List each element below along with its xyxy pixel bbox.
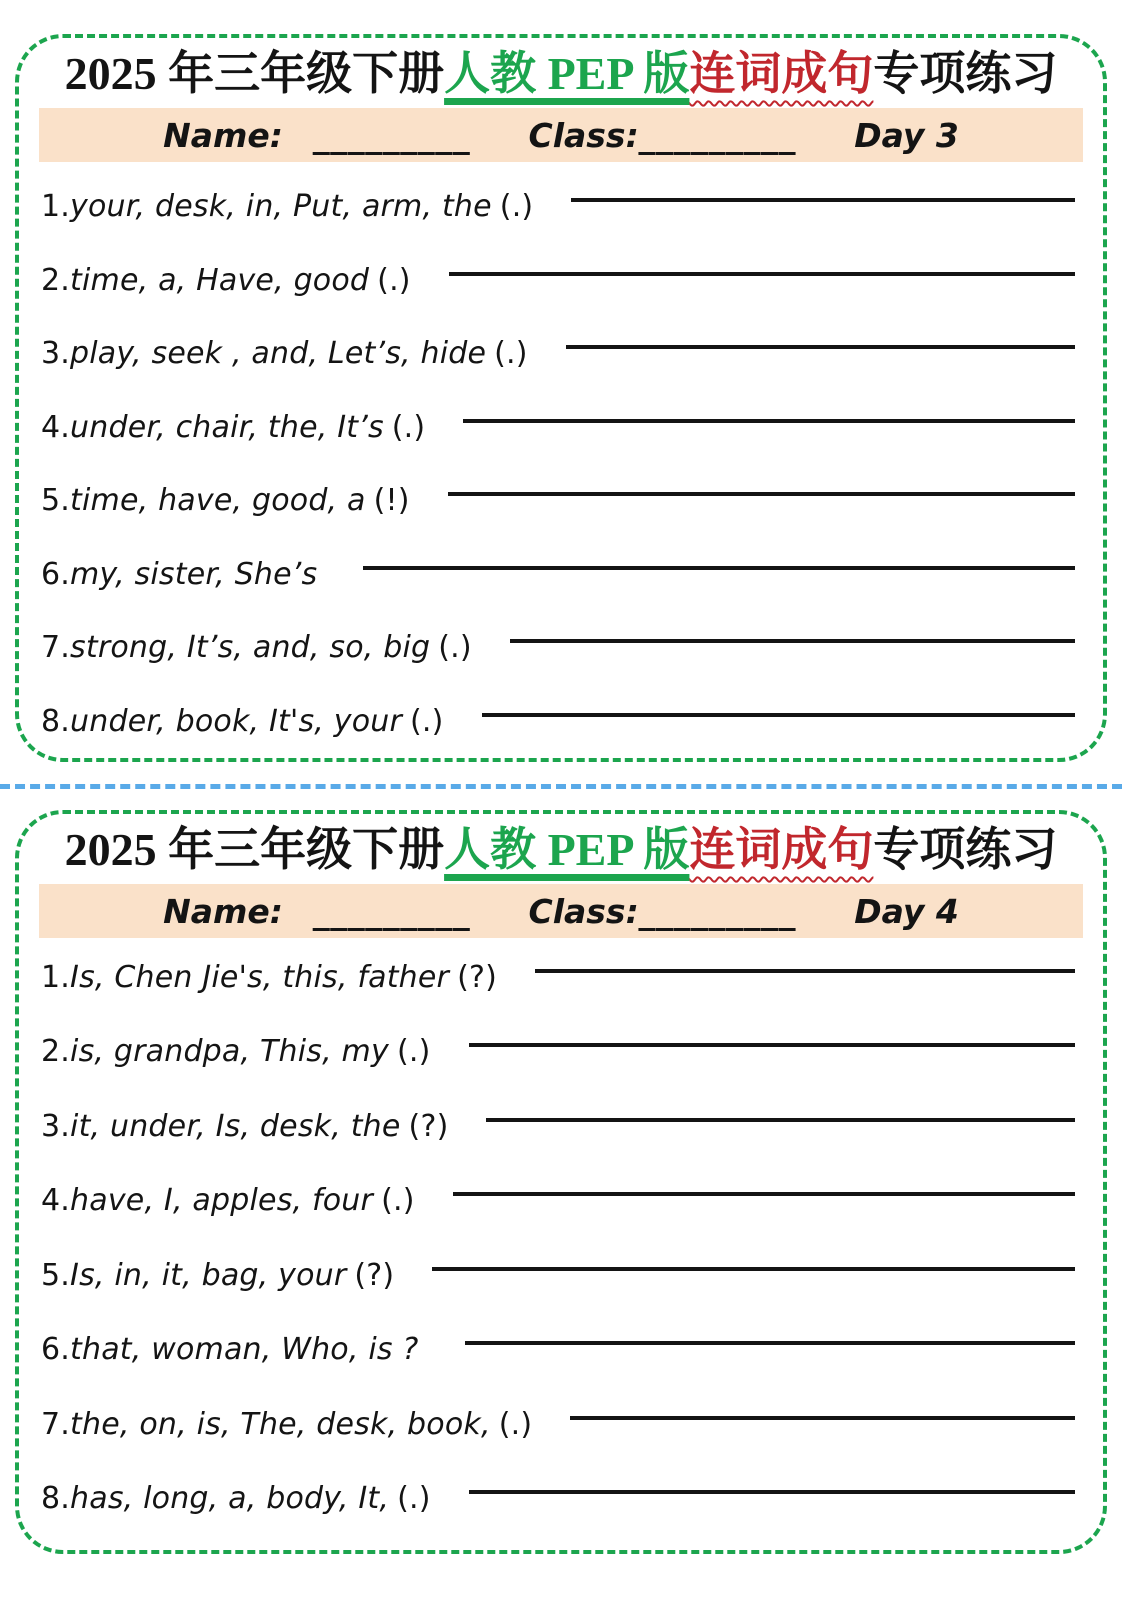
title-topic-part: 连词成句 <box>689 48 874 99</box>
answer-line[interactable] <box>510 639 1075 643</box>
item-punct: (.) <box>494 336 528 372</box>
class-blank-line[interactable]: _________ <box>638 115 797 155</box>
exercise-row <box>41 611 1075 685</box>
item-punct: (?) <box>457 959 498 995</box>
exercise-row <box>41 1313 1075 1388</box>
answer-line[interactable] <box>566 345 1075 349</box>
item-words: time, a, Have, good <box>70 262 370 298</box>
section-divider <box>0 784 1122 789</box>
title-grade-part: 2025 年三年级下册 <box>64 824 445 875</box>
item-words: play, seek , and, Let’s, hide <box>70 336 487 372</box>
answer-line[interactable] <box>363 566 1075 570</box>
name-blank-line[interactable]: _________ <box>312 115 471 155</box>
item-punct: (.) <box>377 262 411 298</box>
title-topic-part: 连词成句 <box>689 824 874 875</box>
exercise-prompt <box>41 1332 427 1367</box>
answer-line[interactable] <box>453 1192 1075 1196</box>
exercise-row <box>41 1387 1075 1462</box>
worksheet-title <box>19 48 1103 100</box>
answer-line[interactable] <box>463 419 1075 423</box>
title-edition-part: 人教 PEP 版 <box>444 48 690 99</box>
class-blank-line[interactable]: _________ <box>638 891 797 931</box>
title-grade-part: 2025 年三年级下册 <box>64 48 445 99</box>
exercise-prompt <box>41 336 528 371</box>
answer-line[interactable] <box>465 1341 1075 1345</box>
exercise-row <box>41 244 1075 318</box>
answer-line[interactable] <box>571 198 1075 202</box>
item-punct: (.) <box>391 409 426 445</box>
student-info-band <box>39 884 1083 938</box>
item-words: it, under, Is, desk, the <box>70 1108 401 1144</box>
item-punct: (.) <box>438 630 472 666</box>
item-words: strong, It’s, and, so, big <box>70 630 431 666</box>
item-punct: (.) <box>499 189 534 225</box>
day-label: Day 4 <box>854 891 959 931</box>
item-words: has, long, a, body, It, <box>70 1481 390 1517</box>
answer-line[interactable] <box>482 713 1075 717</box>
item-punct: (.) <box>498 1406 533 1442</box>
exercise-prompt <box>41 1034 431 1069</box>
name-label: Name: <box>163 891 283 931</box>
item-number: 8. <box>41 703 71 739</box>
day-label: Day 3 <box>854 115 959 155</box>
item-punct: (!) <box>373 483 410 519</box>
answer-line[interactable] <box>448 492 1075 496</box>
item-punct: (?) <box>408 1108 449 1144</box>
exercise-prompt <box>41 410 425 445</box>
exercise-row <box>41 1238 1075 1313</box>
item-number: 6. <box>41 556 71 592</box>
name-field <box>163 116 470 155</box>
exercise-prompt <box>41 1109 448 1144</box>
exercise-prompt <box>41 704 444 739</box>
exercise-prompt <box>41 960 497 995</box>
exercise-prompt <box>41 483 410 518</box>
item-number: 2. <box>41 1034 71 1070</box>
item-number: 8. <box>41 1481 71 1517</box>
item-words: my, sister, She’s <box>70 556 318 592</box>
item-punct: (.) <box>410 703 444 739</box>
page <box>0 34 1122 1621</box>
exercise-row <box>41 1089 1075 1164</box>
exercise-prompt <box>41 189 533 224</box>
exercise-prompt <box>41 1258 394 1293</box>
name-label: Name: <box>163 115 283 155</box>
item-punct: (?) <box>354 1257 395 1293</box>
item-number: 6. <box>41 1332 71 1368</box>
answer-line[interactable] <box>570 1416 1075 1420</box>
title-edition-part: 人教 PEP 版 <box>444 824 690 875</box>
item-number: 1. <box>41 959 71 995</box>
name-blank-line[interactable]: _________ <box>312 891 471 931</box>
item-words: Is, in, it, bag, your <box>70 1257 347 1293</box>
exercise-prompt <box>41 263 411 298</box>
answer-line[interactable] <box>486 1118 1075 1122</box>
item-words: Is, Chen Jie's, this, father <box>70 959 450 995</box>
item-words: have, I, apples, four <box>70 1183 374 1219</box>
title-practice-part: 专项练习 <box>873 824 1058 875</box>
item-number: 3. <box>41 1108 71 1144</box>
item-number: 2. <box>41 262 71 298</box>
class-field <box>528 892 796 931</box>
item-words: your, desk, in, Put, arm, the <box>70 189 492 225</box>
item-words: the, on, is, The, desk, book, <box>70 1406 491 1442</box>
exercise-prompt <box>41 1407 532 1442</box>
item-number: 3. <box>41 336 71 372</box>
answer-line[interactable] <box>432 1267 1075 1271</box>
exercise-row <box>41 685 1075 759</box>
exercise-row <box>41 538 1075 612</box>
item-number: 5. <box>41 483 71 519</box>
exercise-prompt <box>41 1183 415 1218</box>
worksheet-title <box>19 824 1103 876</box>
exercise-prompt <box>41 630 472 665</box>
exercise-list <box>19 938 1103 1536</box>
class-label: Class: <box>528 891 639 931</box>
item-words: that, woman, Who, is ? <box>70 1332 419 1368</box>
title-practice-part: 专项练习 <box>873 48 1058 99</box>
item-punct: (.) <box>397 1481 431 1517</box>
item-number: 7. <box>41 630 71 666</box>
class-label: Class: <box>528 115 639 155</box>
item-number: 4. <box>41 1183 71 1219</box>
item-punct: (.) <box>381 1183 415 1219</box>
exercise-prompt <box>41 1481 431 1516</box>
item-punct: (.) <box>396 1034 431 1070</box>
name-field <box>163 892 470 931</box>
class-field <box>528 116 796 155</box>
item-number: 1. <box>41 189 71 225</box>
exercise-row <box>41 1164 1075 1239</box>
item-words: under, book, It's, your <box>70 703 403 739</box>
answer-line[interactable] <box>469 1043 1076 1047</box>
worksheet-day4 <box>15 810 1107 1554</box>
item-number: 4. <box>41 409 71 445</box>
exercise-row <box>41 464 1075 538</box>
answer-line[interactable] <box>449 272 1075 276</box>
exercise-list <box>19 162 1103 758</box>
answer-line[interactable] <box>535 969 1075 973</box>
exercise-row <box>41 317 1075 391</box>
answer-line[interactable] <box>469 1490 1075 1494</box>
worksheet-day3 <box>15 34 1107 762</box>
exercise-row <box>41 1462 1075 1537</box>
exercise-row <box>41 391 1075 465</box>
item-words: under, chair, the, It’s <box>70 409 384 445</box>
item-number: 5. <box>41 1257 71 1293</box>
exercise-prompt <box>41 557 325 592</box>
item-number: 7. <box>41 1406 71 1442</box>
exercise-row <box>41 1015 1075 1090</box>
item-words: time, have, good, a <box>70 483 366 519</box>
item-words: is, grandpa, This, my <box>70 1034 389 1070</box>
exercise-row <box>41 940 1075 1015</box>
exercise-row <box>41 170 1075 244</box>
student-info-band <box>39 108 1083 162</box>
